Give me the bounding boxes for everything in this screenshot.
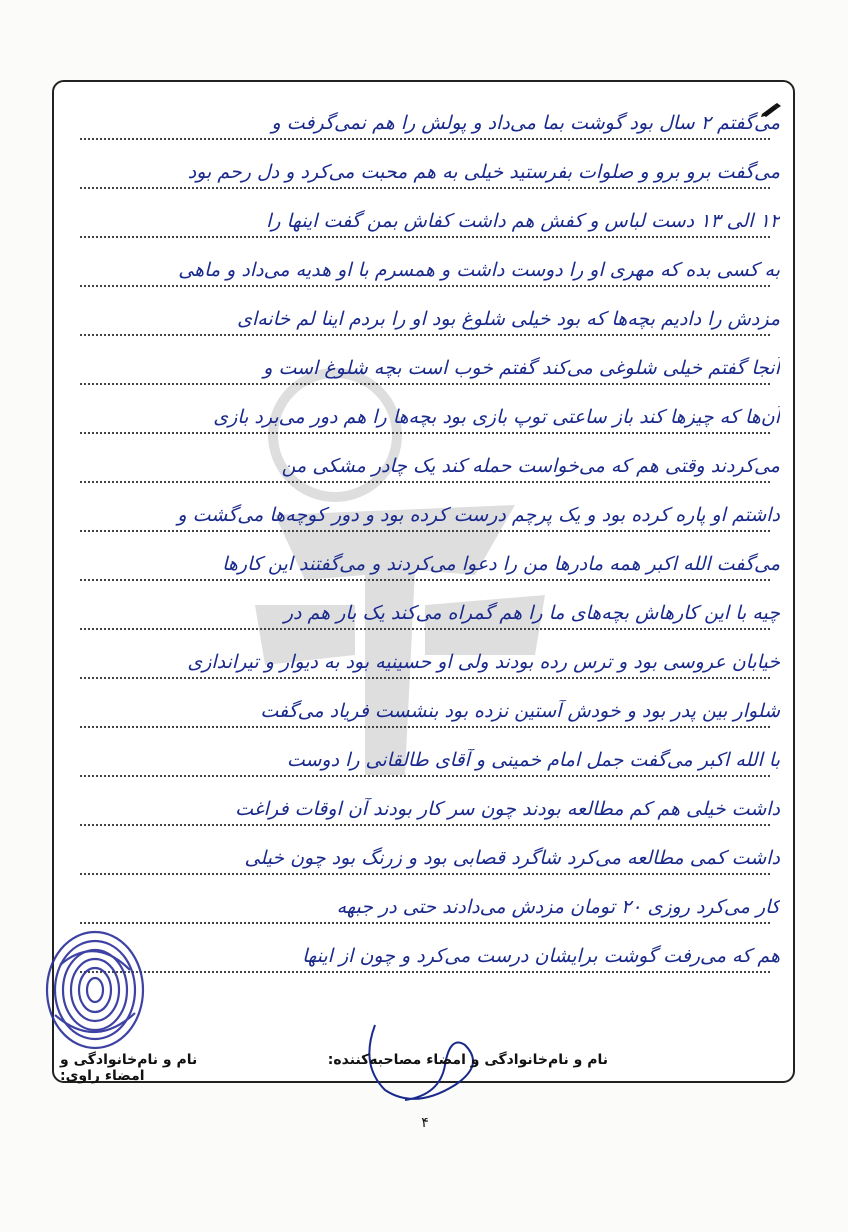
ruled-line [80, 628, 770, 630]
ruled-line [80, 236, 770, 238]
handwritten-line: چیه با این کارهاش بچه‌های ما را هم گمراه می‌کند یک بار هم در [283, 602, 780, 624]
handwritten-line: با الله اکبر می‌گفت جمل امام خمینی و آقای طالقانی را دوست [286, 749, 780, 771]
handwritten-line: می‌گفتم ۲ سال بود گوشت بما می‌داد و پولش را هم نمی‌گرفت و [271, 112, 780, 134]
ruled-line [80, 481, 770, 483]
ruled-line [80, 579, 770, 581]
narrator-signature-label: نام و نام‌خانوادگی و امضاء راوی: [60, 1052, 198, 1084]
ruled-line [80, 138, 770, 140]
ruled-line [80, 432, 770, 434]
ruled-line [80, 775, 770, 777]
handwritten-line: هم که می‌رفت گوشت برایشان درست می‌کرد و چون از اینها [302, 945, 780, 967]
handwritten-line: آن‌ها که چیزها کند باز ساعتی توپ بازی بود بچه‌ها را هم دور می‌برد بازی [213, 406, 780, 428]
handwritten-line: داشت خیلی هم کم مطالعه بودند چون سر کار بودند آن اوقات فراغت [235, 798, 780, 820]
interviewer-signature-label: نام و نام‌خانوادگی و امضاء مصاحبه‌کننده: [327, 1052, 608, 1068]
ruled-line [80, 530, 770, 532]
ruled-line [80, 383, 770, 385]
ruled-line [80, 726, 770, 728]
handwritten-line: ۱۲ الی ۱۳ دست لباس و کفش هم داشت کفاش بمن گفت اینها را [266, 210, 780, 232]
handwritten-line: داشت کمی مطالعه می‌کرد شاگرد قصابی بود و زرنگ بود چون خیلی [244, 847, 780, 869]
handwritten-line: مزدش را دادیم بچه‌ها که بود خیلی شلوغ بود او را بردم اینا لم خانه‌ای [237, 308, 780, 330]
handwritten-line: خیابان عروسی بود و ترس رده بودند ولی او حسینیه بود به دیوار و تیراندازی [187, 651, 780, 673]
handwritten-line: کار می‌کرد روزی ۲۰ تومان مزدش می‌دادند حتی در جبهه [336, 896, 780, 918]
handwritten-line: می‌کردند وقتی هم که می‌خواست حمله کند یک چادر مشکی من [281, 455, 780, 477]
fingerprint-mark [40, 925, 150, 1055]
ruled-line [80, 285, 770, 287]
page-number: ۴ [421, 1115, 429, 1131]
ruled-line [80, 873, 770, 875]
ruled-line [80, 971, 770, 973]
handwritten-line: می‌گفت برو برو و صلوات بفرستید خیلی به هم محبت می‌کرد و دل رحم بود [187, 161, 780, 183]
handwritten-line: شلوار بین پدر بود و خودش آستین نزده بود بنشست فریاد می‌گفت [260, 700, 780, 722]
handwritten-line: داشتم او پاره کرده بود و یک پرچم درست کرده بود و دور کوچه‌ها می‌گشت و [177, 504, 780, 526]
ruled-line [80, 922, 770, 924]
handwritten-line: می‌گفت الله اکبر همه مادرها من را دعوا می‌کردند و می‌گفتند این کارها [222, 553, 780, 575]
ruled-line [80, 187, 770, 189]
handwritten-line: آنجا گفتم خیلی شلوغی می‌کند گفتم خوب است بچه شلوغ است و [263, 357, 780, 379]
ruled-line [80, 677, 770, 679]
handwritten-line: به کسی بده که مهری او را دوست داشت و همسرم با او هدیه می‌داد و ماهی [178, 259, 780, 281]
ruled-line [80, 334, 770, 336]
ruled-line [80, 824, 770, 826]
